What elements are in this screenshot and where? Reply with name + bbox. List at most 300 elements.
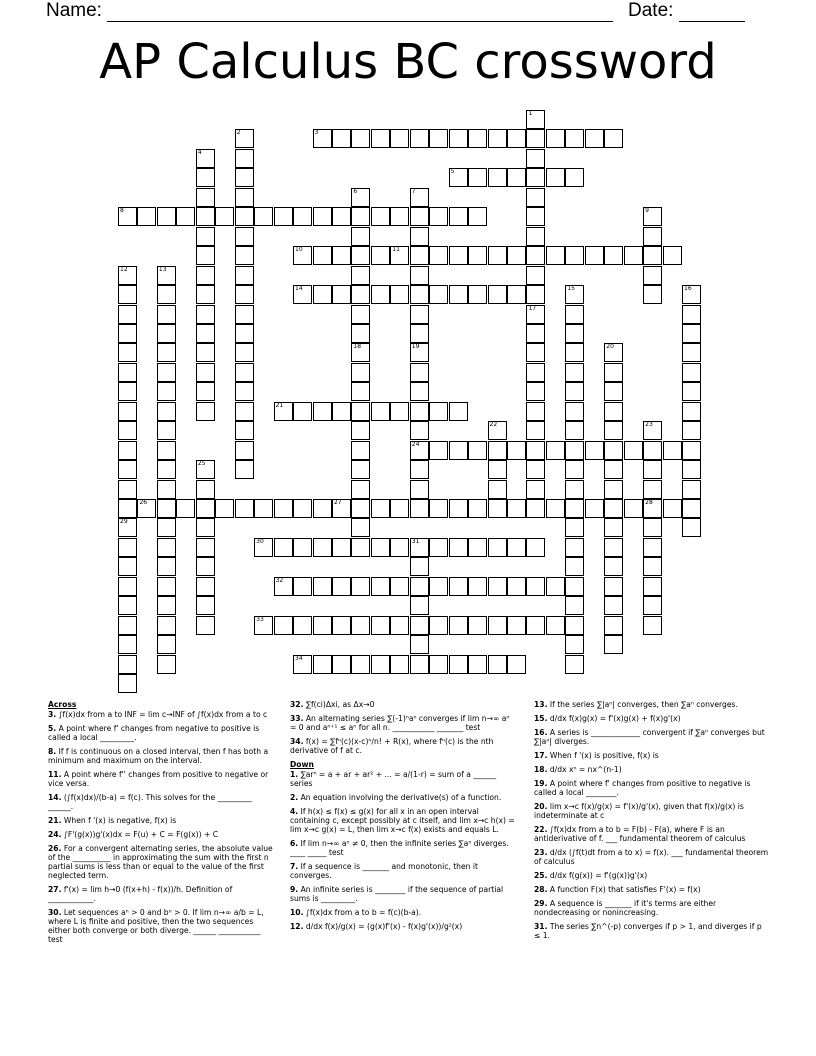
grid-cell[interactable] [351, 538, 370, 557]
grid-cell[interactable] [410, 285, 429, 304]
grid-cell[interactable] [526, 577, 545, 596]
grid-cell[interactable] [546, 246, 565, 265]
grid-cell[interactable] [604, 421, 623, 440]
grid-cell[interactable] [526, 441, 545, 460]
grid-cell[interactable] [274, 616, 293, 635]
grid-cell[interactable] [118, 305, 137, 324]
grid-cell[interactable] [118, 538, 137, 557]
grid-cell[interactable] [526, 110, 545, 129]
grid-cell[interactable] [565, 363, 584, 382]
grid-cell[interactable] [313, 499, 332, 518]
grid-cell[interactable] [118, 460, 137, 479]
grid-cell[interactable] [351, 227, 370, 246]
grid-cell[interactable] [118, 402, 137, 421]
grid-cell[interactable] [682, 363, 701, 382]
grid-cell[interactable] [488, 538, 507, 557]
grid-cell[interactable] [429, 499, 448, 518]
grid-cell[interactable] [488, 655, 507, 674]
grid-cell[interactable] [663, 246, 682, 265]
grid-cell[interactable] [274, 577, 293, 596]
grid-cell[interactable] [585, 129, 604, 148]
grid-cell[interactable] [293, 402, 312, 421]
grid-cell[interactable] [488, 246, 507, 265]
grid-cell[interactable] [546, 441, 565, 460]
grid-cell[interactable] [643, 577, 662, 596]
grid-cell[interactable] [643, 596, 662, 615]
grid-cell[interactable] [449, 246, 468, 265]
grid-cell[interactable] [390, 499, 409, 518]
grid-cell[interactable] [429, 402, 448, 421]
grid-cell[interactable] [468, 441, 487, 460]
grid-cell[interactable] [643, 227, 662, 246]
grid-cell[interactable] [507, 285, 526, 304]
grid-cell[interactable] [332, 499, 351, 518]
grid-cell[interactable] [565, 577, 584, 596]
grid-cell[interactable] [215, 499, 234, 518]
grid-cell[interactable] [488, 421, 507, 440]
grid-cell[interactable] [235, 266, 254, 285]
grid-cell[interactable] [507, 499, 526, 518]
grid-cell[interactable] [410, 577, 429, 596]
grid-cell[interactable] [293, 246, 312, 265]
grid-cell[interactable] [565, 460, 584, 479]
grid-cell[interactable] [235, 324, 254, 343]
grid-cell[interactable] [429, 577, 448, 596]
grid-cell[interactable] [157, 518, 176, 537]
grid-cell[interactable] [565, 596, 584, 615]
grid-cell[interactable] [390, 402, 409, 421]
grid-cell[interactable] [410, 441, 429, 460]
grid-cell[interactable] [643, 207, 662, 226]
grid-cell[interactable] [565, 343, 584, 362]
grid-cell[interactable] [118, 577, 137, 596]
grid-cell[interactable] [196, 402, 215, 421]
grid-cell[interactable] [526, 129, 545, 148]
grid-cell[interactable] [429, 538, 448, 557]
grid-cell[interactable] [526, 285, 545, 304]
grid-cell[interactable] [410, 655, 429, 674]
grid-cell[interactable] [371, 246, 390, 265]
grid-cell[interactable] [410, 538, 429, 557]
grid-cell[interactable] [682, 518, 701, 537]
grid-cell[interactable] [526, 266, 545, 285]
grid-cell[interactable] [235, 363, 254, 382]
grid-cell[interactable] [390, 616, 409, 635]
grid-cell[interactable] [546, 168, 565, 187]
grid-cell[interactable] [429, 285, 448, 304]
grid-cell[interactable] [565, 246, 584, 265]
grid-cell[interactable] [565, 168, 584, 187]
grid-cell[interactable] [526, 188, 545, 207]
grid-cell[interactable] [604, 246, 623, 265]
grid-cell[interactable] [526, 324, 545, 343]
grid-cell[interactable] [643, 480, 662, 499]
grid-cell[interactable] [410, 266, 429, 285]
grid-cell[interactable] [332, 129, 351, 148]
grid-cell[interactable] [235, 402, 254, 421]
grid-cell[interactable] [118, 596, 137, 615]
grid-cell[interactable] [196, 266, 215, 285]
grid-cell[interactable] [351, 207, 370, 226]
grid-cell[interactable] [546, 577, 565, 596]
grid-cell[interactable] [118, 441, 137, 460]
grid-cell[interactable] [371, 207, 390, 226]
grid-cell[interactable] [196, 227, 215, 246]
grid-cell[interactable] [118, 635, 137, 654]
grid-cell[interactable] [351, 324, 370, 343]
grid-cell[interactable] [682, 285, 701, 304]
grid-cell[interactable] [313, 616, 332, 635]
grid-cell[interactable] [526, 460, 545, 479]
grid-cell[interactable] [351, 382, 370, 401]
grid-cell[interactable] [526, 421, 545, 440]
grid-cell[interactable] [507, 616, 526, 635]
grid-cell[interactable] [429, 655, 448, 674]
grid-cell[interactable] [196, 382, 215, 401]
grid-cell[interactable] [313, 246, 332, 265]
grid-cell[interactable] [682, 382, 701, 401]
grid-cell[interactable] [390, 285, 409, 304]
grid-cell[interactable] [118, 421, 137, 440]
grid-cell[interactable] [624, 441, 643, 460]
grid-cell[interactable] [643, 421, 662, 440]
grid-cell[interactable] [118, 266, 137, 285]
grid-cell[interactable] [157, 363, 176, 382]
grid-cell[interactable] [449, 168, 468, 187]
grid-cell[interactable] [488, 285, 507, 304]
grid-cell[interactable] [488, 441, 507, 460]
grid-cell[interactable] [643, 441, 662, 460]
grid-cell[interactable] [371, 129, 390, 148]
grid-cell[interactable] [235, 421, 254, 440]
grid-cell[interactable] [235, 382, 254, 401]
grid-cell[interactable] [410, 421, 429, 440]
grid-cell[interactable] [118, 324, 137, 343]
grid-cell[interactable] [488, 129, 507, 148]
grid-cell[interactable] [429, 441, 448, 460]
grid-cell[interactable] [118, 343, 137, 362]
grid-cell[interactable] [196, 343, 215, 362]
grid-cell[interactable] [351, 499, 370, 518]
grid-cell[interactable] [196, 499, 215, 518]
grid-cell[interactable] [157, 596, 176, 615]
grid-cell[interactable] [604, 616, 623, 635]
grid-cell[interactable] [449, 655, 468, 674]
grid-cell[interactable] [351, 577, 370, 596]
grid-cell[interactable] [507, 538, 526, 557]
grid-cell[interactable] [196, 207, 215, 226]
grid-cell[interactable] [118, 616, 137, 635]
grid-cell[interactable] [565, 635, 584, 654]
grid-cell[interactable] [546, 499, 565, 518]
grid-cell[interactable] [176, 499, 195, 518]
grid-cell[interactable] [157, 441, 176, 460]
grid-cell[interactable] [196, 188, 215, 207]
grid-cell[interactable] [215, 207, 234, 226]
grid-cell[interactable] [390, 577, 409, 596]
grid-cell[interactable] [604, 499, 623, 518]
grid-cell[interactable] [565, 616, 584, 635]
grid-cell[interactable] [196, 246, 215, 265]
grid-cell[interactable] [565, 480, 584, 499]
grid-cell[interactable] [604, 557, 623, 576]
grid-cell[interactable] [371, 655, 390, 674]
grid-cell[interactable] [118, 518, 137, 537]
grid-cell[interactable] [526, 616, 545, 635]
grid-cell[interactable] [235, 305, 254, 324]
grid-cell[interactable] [449, 538, 468, 557]
grid-cell[interactable] [643, 499, 662, 518]
grid-cell[interactable] [526, 382, 545, 401]
grid-cell[interactable] [235, 499, 254, 518]
grid-cell[interactable] [118, 285, 137, 304]
grid-cell[interactable] [118, 674, 137, 693]
grid-cell[interactable] [254, 207, 273, 226]
grid-cell[interactable] [468, 538, 487, 557]
grid-cell[interactable] [604, 382, 623, 401]
grid-cell[interactable] [157, 324, 176, 343]
grid-cell[interactable] [293, 207, 312, 226]
grid-cell[interactable] [332, 655, 351, 674]
grid-cell[interactable] [274, 207, 293, 226]
grid-cell[interactable] [235, 246, 254, 265]
grid-cell[interactable] [526, 343, 545, 362]
grid-cell[interactable] [196, 149, 215, 168]
grid-cell[interactable] [449, 207, 468, 226]
grid-cell[interactable] [196, 538, 215, 557]
grid-cell[interactable] [468, 168, 487, 187]
grid-cell[interactable] [410, 188, 429, 207]
grid-cell[interactable] [157, 343, 176, 362]
grid-cell[interactable] [118, 557, 137, 576]
grid-cell[interactable] [507, 246, 526, 265]
grid-cell[interactable] [235, 227, 254, 246]
grid-cell[interactable] [565, 285, 584, 304]
grid-cell[interactable] [293, 538, 312, 557]
grid-cell[interactable] [429, 246, 448, 265]
grid-cell[interactable] [196, 518, 215, 537]
grid-cell[interactable] [410, 557, 429, 576]
grid-cell[interactable] [488, 480, 507, 499]
grid-cell[interactable] [332, 402, 351, 421]
grid-cell[interactable] [604, 460, 623, 479]
grid-cell[interactable] [351, 460, 370, 479]
grid-cell[interactable] [157, 460, 176, 479]
grid-cell[interactable] [196, 616, 215, 635]
grid-cell[interactable] [332, 246, 351, 265]
grid-cell[interactable] [507, 441, 526, 460]
grid-cell[interactable] [682, 499, 701, 518]
grid-cell[interactable] [274, 402, 293, 421]
grid-cell[interactable] [313, 402, 332, 421]
grid-cell[interactable] [351, 285, 370, 304]
grid-cell[interactable] [157, 655, 176, 674]
grid-cell[interactable] [332, 616, 351, 635]
grid-cell[interactable] [526, 168, 545, 187]
grid-cell[interactable] [468, 285, 487, 304]
grid-cell[interactable] [565, 305, 584, 324]
grid-cell[interactable] [137, 499, 156, 518]
grid-cell[interactable] [410, 616, 429, 635]
grid-cell[interactable] [176, 207, 195, 226]
grid-cell[interactable] [624, 246, 643, 265]
grid-cell[interactable] [643, 285, 662, 304]
grid-cell[interactable] [118, 363, 137, 382]
grid-cell[interactable] [643, 616, 662, 635]
grid-cell[interactable] [313, 655, 332, 674]
grid-cell[interactable] [157, 577, 176, 596]
grid-cell[interactable] [157, 382, 176, 401]
grid-cell[interactable] [235, 207, 254, 226]
grid-cell[interactable] [565, 402, 584, 421]
grid-cell[interactable] [468, 207, 487, 226]
grid-cell[interactable] [313, 207, 332, 226]
grid-cell[interactable] [371, 285, 390, 304]
grid-cell[interactable] [507, 577, 526, 596]
grid-cell[interactable] [604, 596, 623, 615]
grid-cell[interactable] [351, 188, 370, 207]
grid-cell[interactable] [682, 305, 701, 324]
grid-cell[interactable] [507, 129, 526, 148]
grid-cell[interactable] [157, 421, 176, 440]
grid-cell[interactable] [157, 616, 176, 635]
grid-cell[interactable] [118, 382, 137, 401]
grid-cell[interactable] [371, 402, 390, 421]
grid-cell[interactable] [293, 499, 312, 518]
grid-cell[interactable] [682, 324, 701, 343]
grid-cell[interactable] [468, 616, 487, 635]
grid-cell[interactable] [468, 577, 487, 596]
grid-cell[interactable] [371, 538, 390, 557]
grid-cell[interactable] [274, 538, 293, 557]
grid-cell[interactable] [313, 577, 332, 596]
grid-cell[interactable] [351, 343, 370, 362]
grid-cell[interactable] [449, 441, 468, 460]
grid-cell[interactable] [332, 285, 351, 304]
grid-cell[interactable] [196, 324, 215, 343]
grid-cell[interactable] [157, 266, 176, 285]
grid-cell[interactable] [254, 538, 273, 557]
grid-cell[interactable] [488, 499, 507, 518]
grid-cell[interactable] [488, 577, 507, 596]
grid-cell[interactable] [449, 577, 468, 596]
grid-cell[interactable] [118, 499, 137, 518]
grid-cell[interactable] [526, 538, 545, 557]
grid-cell[interactable] [449, 616, 468, 635]
grid-cell[interactable] [351, 305, 370, 324]
grid-cell[interactable] [526, 227, 545, 246]
grid-cell[interactable] [351, 363, 370, 382]
grid-cell[interactable] [390, 207, 409, 226]
grid-cell[interactable] [526, 402, 545, 421]
grid-cell[interactable] [643, 460, 662, 479]
grid-cell[interactable] [390, 538, 409, 557]
grid-cell[interactable] [604, 635, 623, 654]
grid-cell[interactable] [371, 616, 390, 635]
grid-cell[interactable] [235, 441, 254, 460]
grid-cell[interactable] [157, 285, 176, 304]
grid-cell[interactable] [604, 577, 623, 596]
grid-cell[interactable] [604, 343, 623, 362]
grid-cell[interactable] [157, 538, 176, 557]
grid-cell[interactable] [235, 343, 254, 362]
grid-cell[interactable] [157, 480, 176, 499]
grid-cell[interactable] [235, 188, 254, 207]
grid-cell[interactable] [682, 480, 701, 499]
grid-cell[interactable] [410, 460, 429, 479]
grid-cell[interactable] [371, 499, 390, 518]
grid-cell[interactable] [332, 207, 351, 226]
grid-cell[interactable] [449, 402, 468, 421]
grid-cell[interactable] [663, 499, 682, 518]
grid-cell[interactable] [507, 655, 526, 674]
grid-cell[interactable] [604, 480, 623, 499]
grid-cell[interactable] [118, 207, 137, 226]
grid-cell[interactable] [643, 246, 662, 265]
grid-cell[interactable] [546, 616, 565, 635]
grid-cell[interactable] [410, 227, 429, 246]
grid-cell[interactable] [565, 538, 584, 557]
grid-cell[interactable] [468, 499, 487, 518]
grid-cell[interactable] [235, 168, 254, 187]
grid-cell[interactable] [410, 596, 429, 615]
grid-cell[interactable] [488, 168, 507, 187]
grid-cell[interactable] [526, 499, 545, 518]
grid-cell[interactable] [196, 596, 215, 615]
grid-cell[interactable] [604, 129, 623, 148]
grid-cell[interactable] [118, 480, 137, 499]
grid-cell[interactable] [410, 324, 429, 343]
grid-cell[interactable] [157, 635, 176, 654]
grid-cell[interactable] [565, 324, 584, 343]
grid-cell[interactable] [682, 343, 701, 362]
grid-cell[interactable] [235, 285, 254, 304]
grid-cell[interactable] [565, 518, 584, 537]
grid-cell[interactable] [332, 538, 351, 557]
grid-cell[interactable] [410, 129, 429, 148]
grid-cell[interactable] [643, 538, 662, 557]
grid-cell[interactable] [196, 460, 215, 479]
grid-cell[interactable] [410, 246, 429, 265]
grid-cell[interactable] [196, 168, 215, 187]
grid-cell[interactable] [390, 129, 409, 148]
grid-cell[interactable] [565, 129, 584, 148]
grid-cell[interactable] [585, 441, 604, 460]
grid-cell[interactable] [507, 168, 526, 187]
grid-cell[interactable] [351, 480, 370, 499]
grid-cell[interactable] [137, 207, 156, 226]
grid-cell[interactable] [293, 655, 312, 674]
grid-cell[interactable] [235, 129, 254, 148]
grid-cell[interactable] [449, 499, 468, 518]
grid-cell[interactable] [526, 207, 545, 226]
grid-cell[interactable] [682, 402, 701, 421]
grid-cell[interactable] [351, 402, 370, 421]
grid-cell[interactable] [643, 266, 662, 285]
grid-cell[interactable] [351, 129, 370, 148]
grid-cell[interactable] [449, 285, 468, 304]
grid-cell[interactable] [293, 577, 312, 596]
grid-cell[interactable] [274, 499, 293, 518]
grid-cell[interactable] [235, 460, 254, 479]
grid-cell[interactable] [565, 499, 584, 518]
grid-cell[interactable] [546, 129, 565, 148]
grid-cell[interactable] [410, 305, 429, 324]
grid-cell[interactable] [429, 616, 448, 635]
grid-cell[interactable] [351, 518, 370, 537]
grid-cell[interactable] [196, 577, 215, 596]
grid-cell[interactable] [157, 557, 176, 576]
